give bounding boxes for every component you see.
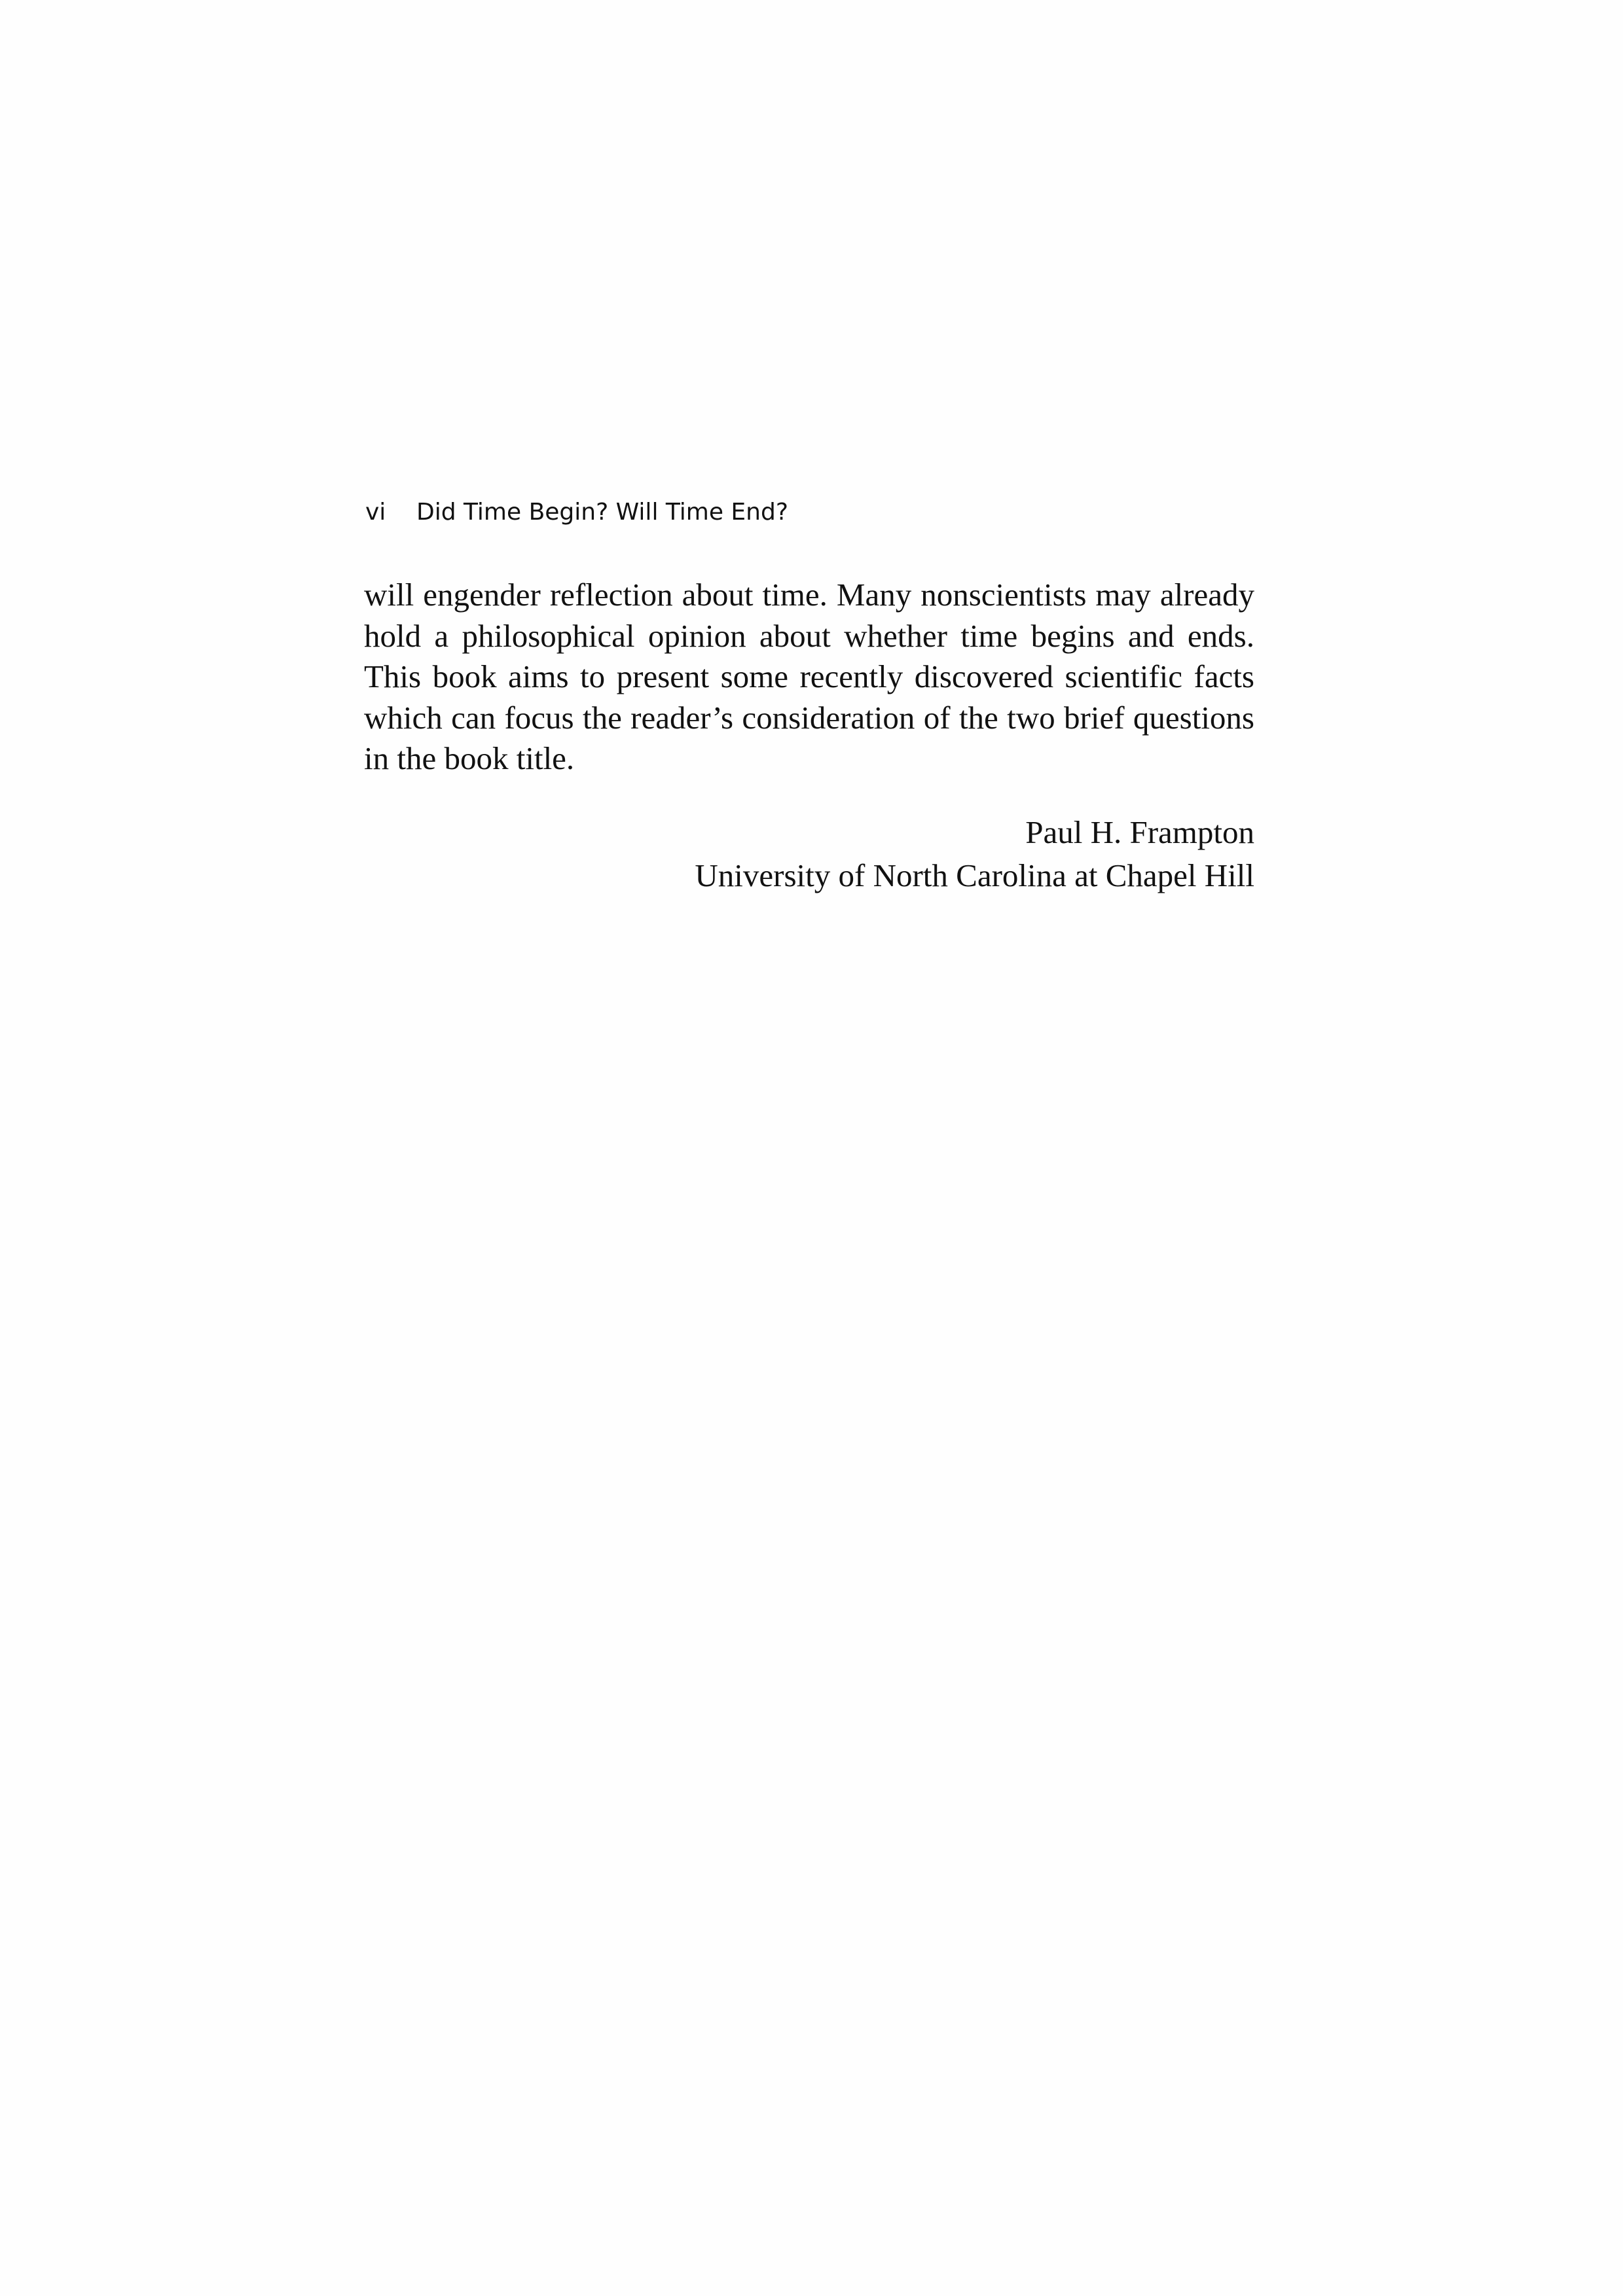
text-block [364,575,1254,897]
signature-block [364,811,1254,897]
running-head [365,497,788,528]
author-affiliation: University of North Carolina at Chapel Hill [695,857,1254,893]
author-name: Paul H. Frampton [1025,814,1254,850]
running-head-title: Did Time Begin? Will Time End? [416,499,788,526]
body-paragraph: will engender reflection about time. Many nonscientists may already hold a philosophical opinion about whether time begins and ends. This book aims to present some recently discovered scientific facts which can focus the reader’s consideration of the two brief questions in the book title. [364,577,1254,776]
page-number: vi [365,499,386,526]
